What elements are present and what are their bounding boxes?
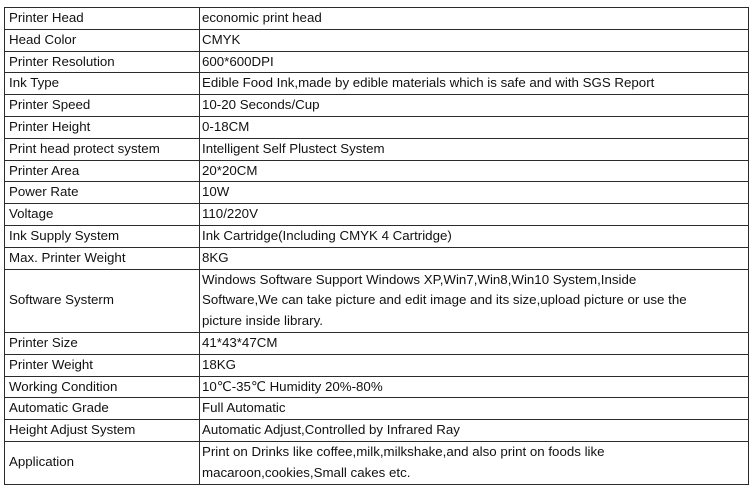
table-row: [5, 269, 749, 332]
spec-label: Printer Weight: [5, 354, 200, 376]
table-row: [5, 182, 749, 204]
spec-label: Voltage: [5, 204, 200, 226]
spec-label: Height Adjust System: [5, 420, 200, 442]
spec-table: [4, 7, 749, 485]
spec-value: economic print head: [200, 8, 749, 30]
spec-value: Edible Food Ink,made by edible materials which is safe and with SGS Report: [200, 73, 749, 95]
table-row: [5, 354, 749, 376]
spec-label: Printer Resolution: [5, 51, 200, 73]
spec-value: Full Automatic: [200, 398, 749, 420]
spec-value: 10W: [200, 182, 749, 204]
spec-value: Intelligent Self Plustect System: [200, 138, 749, 160]
spec-value: Ink Cartridge(Including CMYK 4 Cartridge): [200, 225, 749, 247]
spec-label: Print head protect system: [5, 138, 200, 160]
table-row: [5, 441, 749, 484]
table-row: [5, 225, 749, 247]
spec-value: [200, 441, 749, 484]
spec-value-line: macaroon,cookies,Small cakes etc.: [202, 464, 411, 480]
spec-value: 41*43*47CM: [200, 332, 749, 354]
table-row: [5, 8, 749, 30]
spec-value: CMYK: [200, 29, 749, 51]
spec-value: 10-20 Seconds/Cup: [200, 95, 749, 117]
spec-value: 10℃-35℃ Humidity 20%-80%: [200, 376, 749, 398]
table-row: [5, 160, 749, 182]
table-row: [5, 95, 749, 117]
spec-label: Max. Printer Weight: [5, 247, 200, 269]
table-row: [5, 247, 749, 269]
table-row: [5, 204, 749, 226]
spec-value: Automatic Adjust,Controlled by Infrared Ray: [200, 420, 749, 442]
spec-label: Automatic Grade: [5, 398, 200, 420]
table-row: [5, 420, 749, 442]
spec-value: [200, 269, 749, 332]
spec-value: 110/220V: [200, 204, 749, 226]
spec-value: 600*600DPI: [200, 51, 749, 73]
spec-label: Working Condition: [5, 376, 200, 398]
spec-value: 18KG: [200, 354, 749, 376]
spec-label: Application: [5, 441, 200, 484]
spec-label: Software Systerm: [5, 269, 200, 332]
spec-label: Printer Size: [5, 332, 200, 354]
table-row: [5, 376, 749, 398]
spec-value-line: picture inside library.: [202, 313, 323, 329]
spec-value: 8KG: [200, 247, 749, 269]
spec-label: Ink Type: [5, 73, 200, 95]
spec-value: 20*20CM: [200, 160, 749, 182]
table-row: [5, 116, 749, 138]
table-row: [5, 138, 749, 160]
spec-value-line: Windows Software Support Windows XP,Win7,Win8,Win10 System,Inside: [202, 271, 637, 287]
table-row: [5, 51, 749, 73]
spec-label: Printer Height: [5, 116, 200, 138]
table-row: [5, 332, 749, 354]
spec-value-line: Print on Drinks like coffee,milk,milkshake,and also print on foods like: [202, 443, 605, 459]
spec-value-line: Software,We can take picture and edit image and its size,upload picture or use the: [202, 292, 687, 308]
spec-label: Printer Area: [5, 160, 200, 182]
table-row: [5, 29, 749, 51]
spec-label: Ink Supply System: [5, 225, 200, 247]
spec-label: Power Rate: [5, 182, 200, 204]
table-row: [5, 398, 749, 420]
spec-value: 0-18CM: [200, 116, 749, 138]
table-row: [5, 73, 749, 95]
spec-label: Head Color: [5, 29, 200, 51]
spec-label: Printer Head: [5, 8, 200, 30]
spec-label: Printer Speed: [5, 95, 200, 117]
